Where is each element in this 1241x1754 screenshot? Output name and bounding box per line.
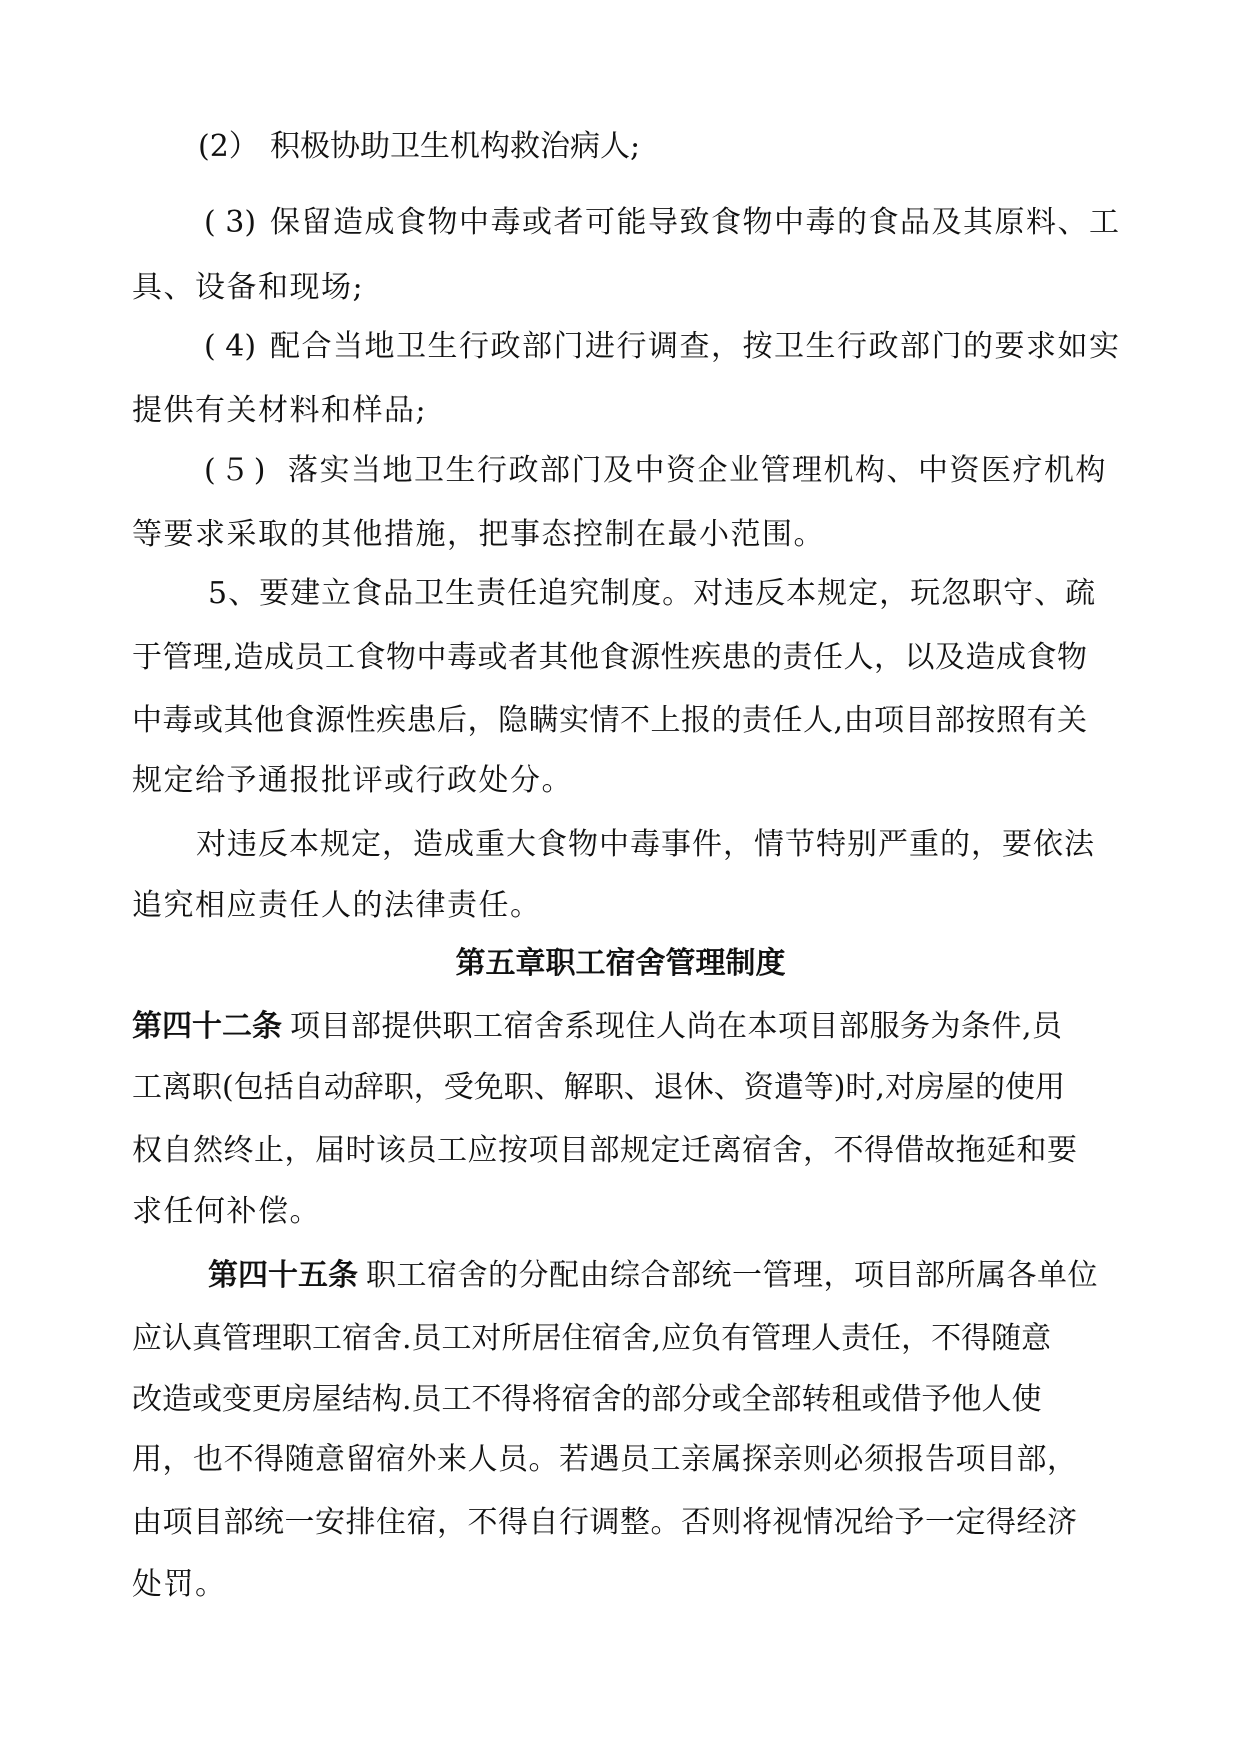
article-line <box>0 1319 1241 1359</box>
article-label: 第四十五条 <box>208 1258 358 1293</box>
paragraph-line <box>0 638 1241 678</box>
article-line <box>0 1007 1241 1047</box>
article-text: 用，也不得随意留宿外来人员。若遇员工亲属探亲则必须报告项目部， <box>132 1442 1078 1477</box>
article-text: 求任何补偿。 <box>132 1194 321 1229</box>
item-number: ( 4) <box>204 329 257 364</box>
item-text: 等要求采取的其他措施，把事态控制在最小范围。 <box>132 517 825 552</box>
list-item-continuation <box>0 391 1241 431</box>
article-line <box>0 1565 1241 1605</box>
article-line <box>0 1256 1241 1296</box>
article-text: 应认真管理职工宿舍.员工对所居住宿舍,应负有管理人责任，不得随意 <box>132 1321 1052 1356</box>
item-number: (５) <box>204 453 270 488</box>
paragraph-line <box>0 825 1241 865</box>
article-line <box>0 1380 1241 1420</box>
item-text: 提供有关材料和样品; <box>132 393 428 428</box>
article-text: 处罚。 <box>132 1567 227 1602</box>
article-line <box>0 1503 1241 1543</box>
article-text: 工离职(包括自动辞职，受免职、解职、退休、资遣等)时,对房屋的使用 <box>132 1070 1065 1105</box>
item-text: 保留造成食物中毒或者可能导致食物中毒的食品及其原料、工 <box>270 205 1121 240</box>
paragraph-line <box>0 574 1241 614</box>
list-item <box>0 327 1241 367</box>
list-item-continuation <box>0 515 1241 555</box>
paragraph-line <box>0 761 1241 801</box>
item-text: 配合当地卫生行政部门进行调查，按卫生行政部门的要求如实 <box>270 329 1121 364</box>
list-item-continuation <box>0 268 1241 308</box>
article-text: 权自然终止，届时该员工应按项目部规定迁离宿舍，不得借故拖延和要 <box>132 1133 1078 1168</box>
item-number: (2） <box>198 129 259 164</box>
item-text: 具、设备和现场; <box>132 270 365 305</box>
item-text: 落实当地卫生行政部门及中资企业管理机构、中资医疗机构 <box>288 453 1107 488</box>
article-line <box>0 1192 1241 1232</box>
list-item <box>0 451 1241 491</box>
paragraph-text: 于管理,造成员工食物中毒或者其他食源性疾患的责任人，以及造成食物 <box>132 640 1088 675</box>
paragraph-text: 规定给予通报批评或行政处分。 <box>132 763 573 798</box>
paragraph-text: 追究相应责任人的法律责任。 <box>132 888 542 923</box>
chapter-title: 第五章职工宿舍管理制度 <box>455 946 786 981</box>
list-item <box>0 127 1241 167</box>
item-number: ( 3) <box>204 205 257 240</box>
article-line <box>0 1068 1241 1108</box>
article-text: 项目部提供职工宿舍系现住人尚在本项目部服务为条件,员 <box>290 1009 1063 1044</box>
article-text: 由项目部统一安排住宿，不得自行调整。否则将视情况给予一定得经济 <box>132 1505 1078 1540</box>
article-text: 改造或变更房屋结构.员工不得将宿舍的部分或全部转租或借予他人使 <box>132 1382 1042 1417</box>
paragraph-text: 5、要建立食品卫生责任追究制度。对违反本规定，玩忽职守、疏 <box>208 576 1097 611</box>
list-item <box>0 203 1241 243</box>
item-text: 积极协助卫生机构救治病人; <box>270 129 641 164</box>
article-line <box>0 1131 1241 1171</box>
paragraph-text: 中毒或其他食源性疾患后，隐瞒实情不上报的责任人,由项目部按照有关 <box>132 703 1088 738</box>
article-text: 职工宿舍的分配由综合部统一管理，项目部所属各单位 <box>366 1258 1098 1293</box>
paragraph-line <box>0 886 1241 926</box>
paragraph-text: 对违反本规定，造成重大食物中毒事件，情节特别严重的，要依法 <box>196 827 1095 862</box>
article-label: 第四十二条 <box>132 1009 282 1044</box>
paragraph-line <box>0 701 1241 741</box>
article-line <box>0 1440 1241 1480</box>
